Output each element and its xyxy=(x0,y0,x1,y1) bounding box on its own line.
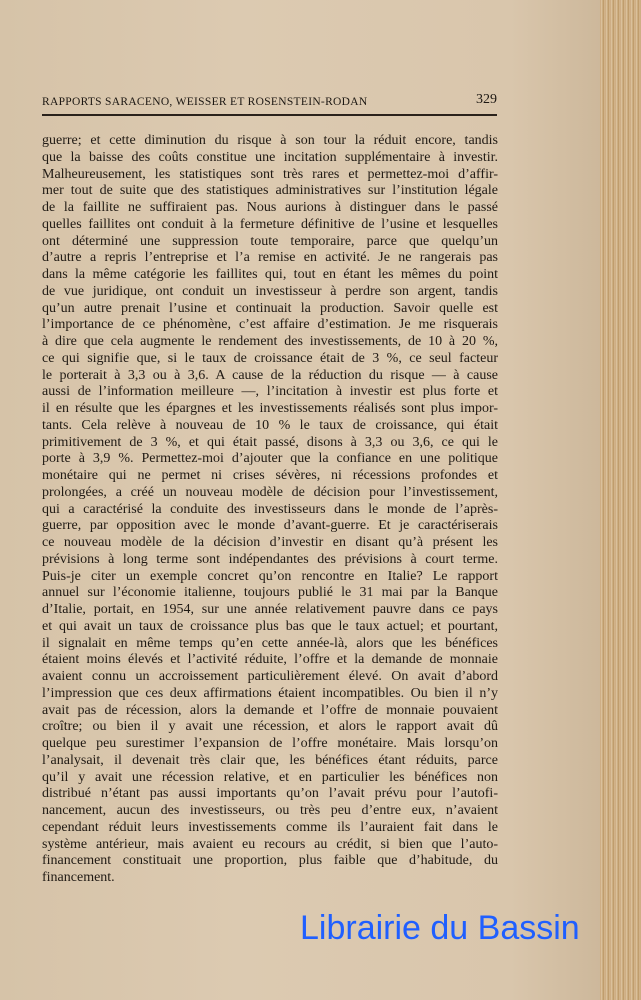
text-line-content: guerre; et cette diminution du risque à son tour la réduit encore, tandis xyxy=(42,133,498,148)
text-line xyxy=(42,786,498,803)
watermark: Librairie du Bassin xyxy=(300,909,580,947)
text-line-content: distribué n’étant pas aussi importants qu’on l’avait prévu pour l’autofi- xyxy=(42,786,498,802)
text-line xyxy=(42,418,498,435)
text-line-content: tants. Cela relève à nouveau de 10 % le taux de croissance, qui était xyxy=(42,417,498,433)
text-line-content: système antérieur, mais avaient eu recours au crédit, si bien que l’auto- xyxy=(42,836,498,852)
text-line xyxy=(42,301,498,318)
text-line-content: mer tout de suite que des statistiques administratives sur l’institution légale xyxy=(42,183,498,199)
text-line-content: prolongées, a créé un nouveau modèle de décision pour l’investissement, xyxy=(42,484,498,500)
text-line xyxy=(42,351,498,368)
text-line xyxy=(42,284,498,301)
text-line xyxy=(42,183,498,200)
page-number: 329 xyxy=(476,92,497,107)
text-line-content: guerre, par opposition avec le monde d’avant-guerre. Et je caractériserais xyxy=(42,518,498,534)
text-line xyxy=(42,619,498,636)
text-line xyxy=(42,334,498,351)
page-stack-edge xyxy=(600,0,641,1000)
text-line xyxy=(42,770,498,787)
text-line xyxy=(42,250,498,267)
text-line-content: primitivement de 3 %, et qui était passé, disons à 3,3 ou 3,6, ce qui le xyxy=(42,434,498,450)
text-line xyxy=(42,636,498,653)
text-line xyxy=(42,451,498,468)
text-line-content: quelles faillites ont conduit à la fermeture définitive de l’usine et lesquelles xyxy=(42,216,498,232)
text-line-content: financement. xyxy=(42,870,115,885)
text-line xyxy=(42,435,498,452)
text-line-content: d’autre a repris l’entreprise et l’a remise en activité. Je ne rangerais pas xyxy=(42,250,498,266)
text-line-content: l’impression que ces deux affirmations étaient incompatibles. Ou bien il n’y xyxy=(42,685,498,701)
running-title: RAPPORTS SARACENO, WEISSER ET ROSENSTEIN-RODAN xyxy=(42,96,368,108)
text-line-content: il signalait en même temps qu’en cette année-là, alors que les bénéfices xyxy=(42,635,498,651)
text-line xyxy=(42,535,498,552)
text-line-content: avait pas de récession, alors la demande et l’offre de monnaie pouvaient xyxy=(42,702,498,718)
text-line xyxy=(42,234,498,251)
header-rule xyxy=(42,114,497,116)
text-line-content: l’analysait, il devenait très clair que, les bénéfices étant réduits, parce xyxy=(42,752,498,768)
text-line-content: prévisions à long terme sont indépendantes des prévisions à court terme. xyxy=(42,551,498,567)
text-line-content: ce nouveau modèle de la décision d’investir en disant qu’à présent les xyxy=(42,535,498,550)
text-line-content: à dire que cela augmente le rendement des investissements, de 10 à 20 %, xyxy=(42,334,498,349)
text-line xyxy=(42,736,498,753)
text-line xyxy=(42,502,498,519)
text-line-content: annuel sur l’économie italienne, toujours publié le 31 mai par la Banque xyxy=(42,585,498,601)
text-line xyxy=(42,870,498,887)
text-line xyxy=(42,468,498,485)
text-line-content: avaient connu un accroissement particulièrement élevé. On avait d’abord xyxy=(42,669,498,684)
text-line-content: porte à 3,9 %. Permettez-moi d’ajouter que la confiance en une politique xyxy=(42,451,498,467)
body-text xyxy=(42,133,498,887)
text-line xyxy=(42,384,498,401)
text-line xyxy=(42,585,498,602)
text-line-content: d’Italie, portait, en 1954, sur une année relativement pauvre dans ce pays xyxy=(42,602,498,617)
text-line-content: monétaire qui ne permet ni crises sévères, ni récessions profondes et xyxy=(42,468,498,483)
text-line xyxy=(42,133,498,150)
text-line xyxy=(42,200,498,217)
text-line-content: étaient moins élevés et l’activité réduite, l’offre et la demande de monnaie xyxy=(42,652,498,668)
text-line xyxy=(42,719,498,736)
text-line xyxy=(42,652,498,669)
text-line xyxy=(42,485,498,502)
text-line xyxy=(42,820,498,837)
text-line xyxy=(42,602,498,619)
text-line-content: qui a caractérisé la conduite des investisseurs dans le monde de l’après- xyxy=(42,501,498,517)
text-line xyxy=(42,167,498,184)
text-line-content: qu’il y avait une récession relative, et en particulier les bénéfices non xyxy=(42,769,498,785)
text-line-content: cependant réduit leurs investissements comme ils l’auraient fait dans le xyxy=(42,819,498,835)
text-line xyxy=(42,401,498,418)
text-line-content: il en résulte que les épargnes et les investissements réalisés sont plus impor- xyxy=(42,401,498,416)
text-line xyxy=(42,753,498,770)
text-line xyxy=(42,686,498,703)
text-line xyxy=(42,837,498,854)
text-line xyxy=(42,267,498,284)
text-line xyxy=(42,803,498,820)
text-line-content: aussi de l’information meilleure —, l’incitation à investir est plus forte et xyxy=(42,384,498,400)
text-line xyxy=(42,669,498,686)
text-line xyxy=(42,569,498,586)
text-line-content: quelque peu surestimer l’expansion de l’offre monétaire. Mais lorsqu’on xyxy=(42,736,498,751)
text-line-content: Puis-je citer un exemple concret qu’on rencontre en Italie? Le rapport xyxy=(42,568,498,584)
text-line-content: que la baisse des coûts constitue une incitation supplémentaire à investir. xyxy=(42,149,498,165)
text-line xyxy=(42,552,498,569)
text-line-content: de la faillite ne suffiraient pas. Nous aurions à distinguer dans le passé xyxy=(42,200,498,215)
text-line xyxy=(42,853,498,870)
text-line-content: l’importance de ce phénomène, c’est affaire d’estimation. Je me risquerais xyxy=(42,317,498,333)
text-line-content: et qui avait un taux de croissance plus bas que le taux actuel; et pourtant, xyxy=(42,618,498,634)
text-line-content: ont déterminé une suppression toute temporaire, parce que quelqu’un xyxy=(42,233,498,249)
text-line-content: de vue juridique, ont conduit un investisseur à perdre son argent, tandis xyxy=(42,283,498,299)
text-line xyxy=(42,150,498,167)
text-line xyxy=(42,368,498,385)
text-line-content: Malheureusement, les statistiques sont très rares et permettez-moi d’affir- xyxy=(42,166,498,182)
text-line-content: dans la même catégorie les faillites qui, tout en étant les mêmes du point xyxy=(42,267,498,282)
text-line xyxy=(42,217,498,234)
text-line xyxy=(42,518,498,535)
text-line-content: nancement, aucun des investisseurs, ou très peu d’entre eux, n’avaient xyxy=(42,803,498,818)
text-line-content: ce qui signifie que, si le taux de croissance était de 3 %, ce seul facteur xyxy=(42,350,498,366)
text-line-content: le porterait à 3,3 ou à 3,6. A cause de la réduction du risque — à cause xyxy=(42,367,498,383)
text-line-content: financement constituait une proportion, plus faible que d’habitude, du xyxy=(42,853,498,869)
text-line-content: croître; ou bien il y avait une récession, et alors le rapport avait dû xyxy=(42,719,498,735)
text-line xyxy=(42,317,498,334)
text-line-content: qu’un autre prenait l’usine et continuait la production. Savoir quelle est xyxy=(42,300,498,316)
text-line xyxy=(42,703,498,720)
running-header xyxy=(42,92,497,110)
